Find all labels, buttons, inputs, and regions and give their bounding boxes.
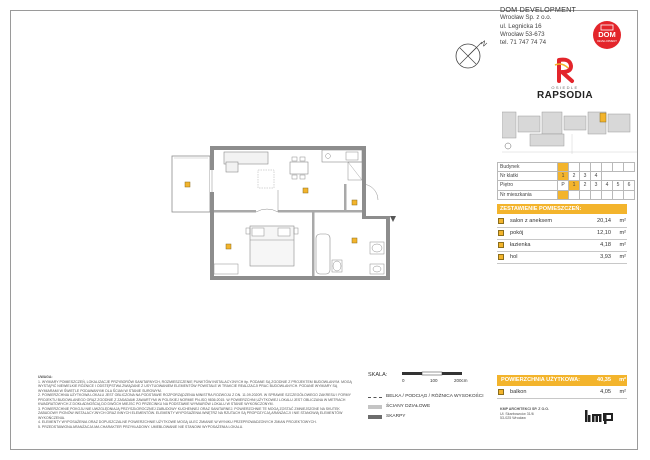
- project-name: RAPSODIA: [537, 90, 593, 101]
- plan-notes: [38, 375, 357, 443]
- room-marker-icon: [498, 218, 504, 224]
- kmp-logo: [584, 408, 614, 424]
- room-marker-icon: [498, 254, 504, 260]
- info-row-apartment: [498, 190, 635, 199]
- balcony-marker-icon: [185, 182, 190, 187]
- rooms-summary-header: ZESTAWIENIE POMIESZCZEŃ:: [497, 204, 627, 214]
- info-row-building: [498, 163, 635, 172]
- room-row: łazienka 4,18 m²: [497, 240, 627, 252]
- legend-item: SKARPY: [368, 413, 508, 421]
- bedroom-marker-icon: [226, 244, 231, 249]
- architect-line1: Ul. Skarbowców 31/6: [500, 411, 534, 416]
- legend-item: BELKA / PODCIĄG / RÓŻNICA WYSOKOŚCI: [368, 393, 508, 401]
- room-row: pokój 12,10 m²: [497, 228, 627, 240]
- scale-tick: 200cm: [454, 378, 468, 383]
- room-marker-icon: [498, 242, 504, 248]
- room-row: salon z aneksem 20,14 m²: [497, 216, 627, 228]
- architect-name: KMP ARCHITEKCI SP. Z O.O.: [500, 407, 550, 411]
- developer-name: DOM DEVELOPMENT: [500, 5, 577, 14]
- room-row: hol 3,93 m²: [497, 252, 627, 264]
- svg-text:N: N: [479, 39, 488, 49]
- scale-tick: 0: [402, 378, 405, 383]
- note-item: 4. ELEMENTY WYPOSAŻENIA ORAZ DOPUSZCZALNE POWIERZCHNIE UŻYTKOWE MOGĄ ULEC ZMIANIE W WYNIKU PRZEPROWADZONYCH ZMIAN PROJEKTOWYCH.: [38, 420, 317, 424]
- developer-info: [500, 6, 576, 47]
- info-label: Nr mieszkania: [498, 190, 558, 199]
- info-label: Piętro: [498, 181, 558, 190]
- rapsodia-r-icon: [550, 56, 580, 84]
- dom-logo-subtext: DEVELOPMENT: [597, 40, 617, 43]
- note-item: 5. PRZEDSTAWIONA ARANŻACJA MA CHARAKTER PRZYKŁADOWY. UMEBLOWANIE NIE STANOWI WYPOSAŻENIA LOKALU.: [38, 424, 244, 429]
- note-item: 2. POWIERZCHNIA UŻYTKOWA LOKALU JEST OBLICZONA NA PODSTAWIE ROZPORZĄDZENIA MINISTRA ROZWOJU Z DN. 11.09.2020R. W SPRAWIE SZCZEGÓŁOWEGO ZAKRESU I FORMY PROJEKTU BUDOWLANEGO ORAZ ZGODNIE Z ZASADAMI ZAWARTYMI W POLSKIEJ NORMIE PN-ISO 9836:2015. W POWIERZCHNI UŻYTKOWEJ LOKALU JEST OBLICZANA W METRACH KWADRATOWYCH Z DOKŁADNOŚCIĄ DO DWÓCH MIEJSC PO PRZECINKU NA PODSTAWIE WYMIARÓW LOKALU W STANIE WYKOŃCZONYM.: [38, 393, 351, 406]
- developer-phone: tel. 71 747 74 74: [500, 39, 547, 47]
- bathroom-marker-icon: [352, 238, 357, 243]
- developer-line1: Wrocław Sp. z o.o.: [500, 14, 552, 22]
- room-marker-icon: [498, 230, 504, 236]
- notes-title: UWAGA:: [38, 375, 53, 379]
- note-item: 1. WYMIARY POMIESZCZEŃ, LOKALIZACJE PRZYBORÓW SANITARNYCH, ROZMIESZCZENIE PUNKTÓW INSTALACYJNYCH itp. PODANE SĄ ZGODNIE Z PROJEKTEM BUDOWLANYM. MOGĄ WYSTĄPIĆ NIEWIELKIE RÓŻNICE I ODSTĘPSTWA ZWIĄZANE Z USYTUOWANIEM ELEMENTÓW POWSTAŁE W TRAKCIE REALIZACJI PRAC BUDOWLANYCH. PODANE WYMIARY SĄ WYMIARAMI W ŚWIETLE PODAWANYMI DLA ŚCIAN W STANIE SUROWYM.: [38, 379, 352, 393]
- hall-marker-icon: [352, 200, 357, 205]
- scale-label: SKALA:: [368, 372, 388, 378]
- usable-area-unit: m²: [619, 377, 626, 383]
- usable-area-label: POWIERZCHNIA UŻYTKOWA:: [501, 377, 581, 383]
- architect-line2: 53-025 Wrocław: [500, 416, 526, 421]
- usable-area-bar: [497, 375, 627, 386]
- scale-bar: [400, 370, 480, 384]
- apartment-floor-plan: [166, 144, 406, 280]
- legend-item: ŚCIANY DZIAŁOWE: [368, 403, 508, 411]
- scale-tick: 100: [430, 378, 438, 383]
- living-room-marker-icon: [303, 188, 308, 193]
- compass-north-icon: [452, 36, 488, 72]
- info-label: Budynek: [498, 163, 558, 172]
- info-label: Nr klatki: [498, 172, 558, 181]
- rapsodia-logo: [525, 56, 605, 106]
- developer-line2: ul. Legnicka 16: [500, 22, 542, 30]
- dom-development-logo: [592, 20, 622, 50]
- building-site-thumbnail: [502, 108, 637, 156]
- estate-label: OSIEDLE: [551, 85, 579, 90]
- info-row-stair: Nr klatki 1 2 3 4: [498, 172, 635, 181]
- architect-info: [500, 407, 549, 421]
- info-row-floor: Piętro P 1 2 3 4 5 6: [498, 181, 635, 190]
- usable-area-value: 40,35: [597, 377, 611, 383]
- developer-line3: Wrocław 53-673: [500, 30, 545, 38]
- balcony-row: balkon 4,05 m²: [497, 387, 627, 399]
- note-item: 3. POWIERZCHNIE POKOJU NIE UWZGLĘDNIAJĄ PRZYSZŁOROCZNEJ ZABUDOWY KUCHENNEJ ORAZ SANITARNEJ. POWIERZCHNIE TE MOGĄ ZOSTAĆ ZMNIEJSZONE NA SKUTEK ZABUDOWY PIONÓW INSTALACYJNYCH ORAZ INNYCH ELEMENTÓW. ELEMENTY WYPOSAŻENIA WNĘTRZ NA RZUTACH SĄ PROPOZYCJĄ ARANŻACJI I NIE STANOWIĄ ELEMENTÓW WYKOŃCZENIA.: [38, 406, 343, 420]
- unit-info-table: [497, 162, 635, 200]
- dom-logo-text: DOM: [598, 30, 616, 39]
